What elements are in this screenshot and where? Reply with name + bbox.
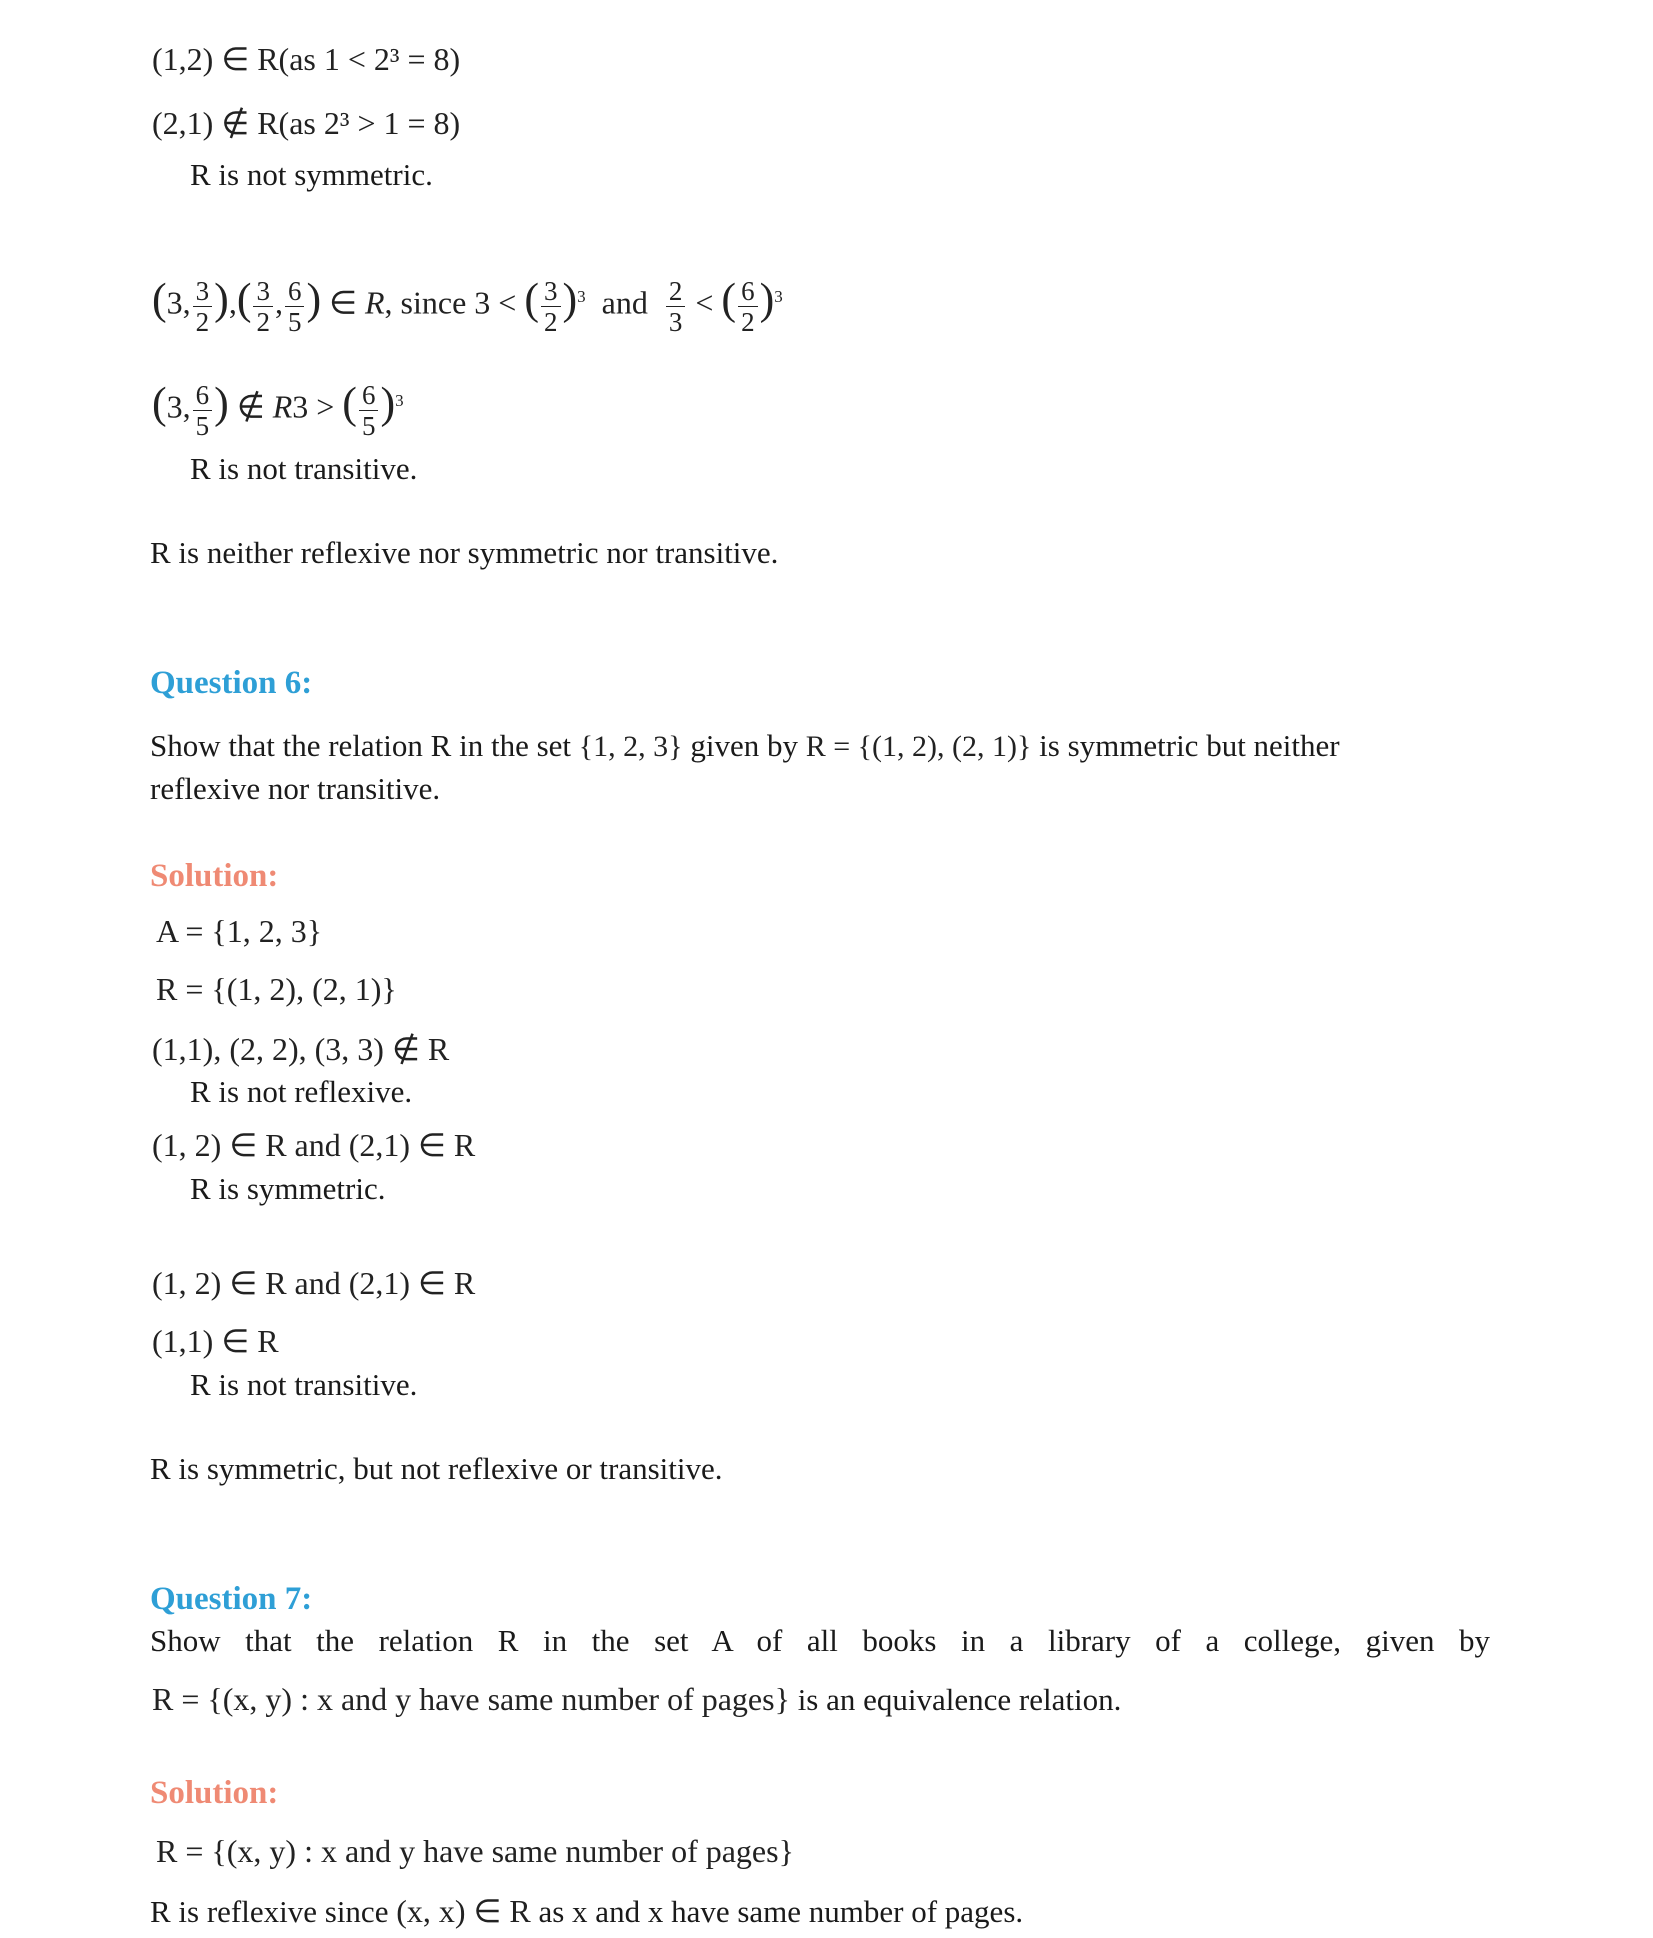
q7-relation: R = {(x, y) : x and y have same number of pages} <box>152 1681 790 1717</box>
not-transitive-text: R is not transitive. <box>190 451 418 486</box>
q6-relation: R = {(1, 2), (2, 1)} <box>805 730 1032 763</box>
q7-reflexive-pair: (x, x) ∈ R <box>396 1893 531 1929</box>
q7-reflexive-reason: as x and x have same number of pages. <box>538 1894 1024 1929</box>
q7-text-b: is an equivalence relation. <box>797 1682 1122 1717</box>
question-7-heading: Question 7: <box>150 1581 313 1617</box>
q6-sol-line-2: R = {(1, 2), (2, 1)} <box>156 971 397 1007</box>
question-6-line-1 <box>150 727 1340 766</box>
conclusion-q5: R is neither reflexive nor symmetric nor transitive. <box>150 535 779 570</box>
solution-6-heading: Solution: <box>150 858 279 894</box>
not-symmetric-text: R is not symmetric. <box>190 157 433 192</box>
q6-not-transitive: R is not transitive. <box>190 1367 418 1402</box>
relation-line-2: (2,1) ∉ R(as 2³ > 1 = 8) <box>152 105 461 141</box>
transitive-check-line-2: (3, $\frac{6}{5}$ ) ∉ R3 > ( $\frac{6}{5}$ )$^3$ <box>152 378 404 441</box>
q6-conclusion: R is symmetric, but not reflexive or transitive. <box>150 1451 723 1486</box>
q6-sol-line-8: (1,1) ∈ R <box>152 1323 279 1359</box>
transitive-check-line-1: (3, $\frac{3}{2}$ ),( $\frac{3}{2}$ , $\frac{6}{5}$ ) ∈ R, since 3 < ( $\frac{3}{2}$ )$^3$ and $\frac{2}{3}$ < ( $\frac{6}{2}$ )$^3$ <box>152 274 783 337</box>
q6-sol-line-5: (1, 2) ∈ R and (2,1) ∈ R <box>152 1127 476 1163</box>
q7-sol-line-2 <box>150 1892 1023 1931</box>
q6-sol-line-7: (1, 2) ∈ R and (2,1) ∈ R <box>152 1265 476 1301</box>
q6-text-c: is symmetric but neither <box>1039 728 1340 763</box>
question-6-line-2: reflexive nor transitive. <box>150 771 441 806</box>
q6-sol-line-3: (1,1), (2, 2), (3, 3) ∉ R <box>152 1031 450 1067</box>
q6-text-b: given by <box>690 728 798 763</box>
question-6-heading: Question 6: <box>150 665 313 701</box>
q7-reflexive-text: R is reflexive since <box>150 1894 389 1929</box>
q6-not-reflexive: R is not reflexive. <box>190 1074 413 1109</box>
q6-symmetric: R is symmetric. <box>190 1171 386 1206</box>
q6-set: {1, 2, 3} <box>578 730 683 763</box>
solution-7-heading: Solution: <box>150 1775 279 1811</box>
relation-line-1: (1,2) ∈ R(as 1 < 2³ = 8) <box>152 41 461 77</box>
question-7-line-1: Show that the relation R in the set A of all books in a library of a college, given by <box>150 1623 1490 1658</box>
q6-sol-line-1: A = {1, 2, 3} <box>156 913 323 949</box>
q6-text-a: Show that the relation R in the set <box>150 728 572 763</box>
question-7-line-2 <box>152 1680 1121 1719</box>
q7-sol-line-1: R = {(x, y) : x and y have same number of pages} <box>156 1833 794 1869</box>
